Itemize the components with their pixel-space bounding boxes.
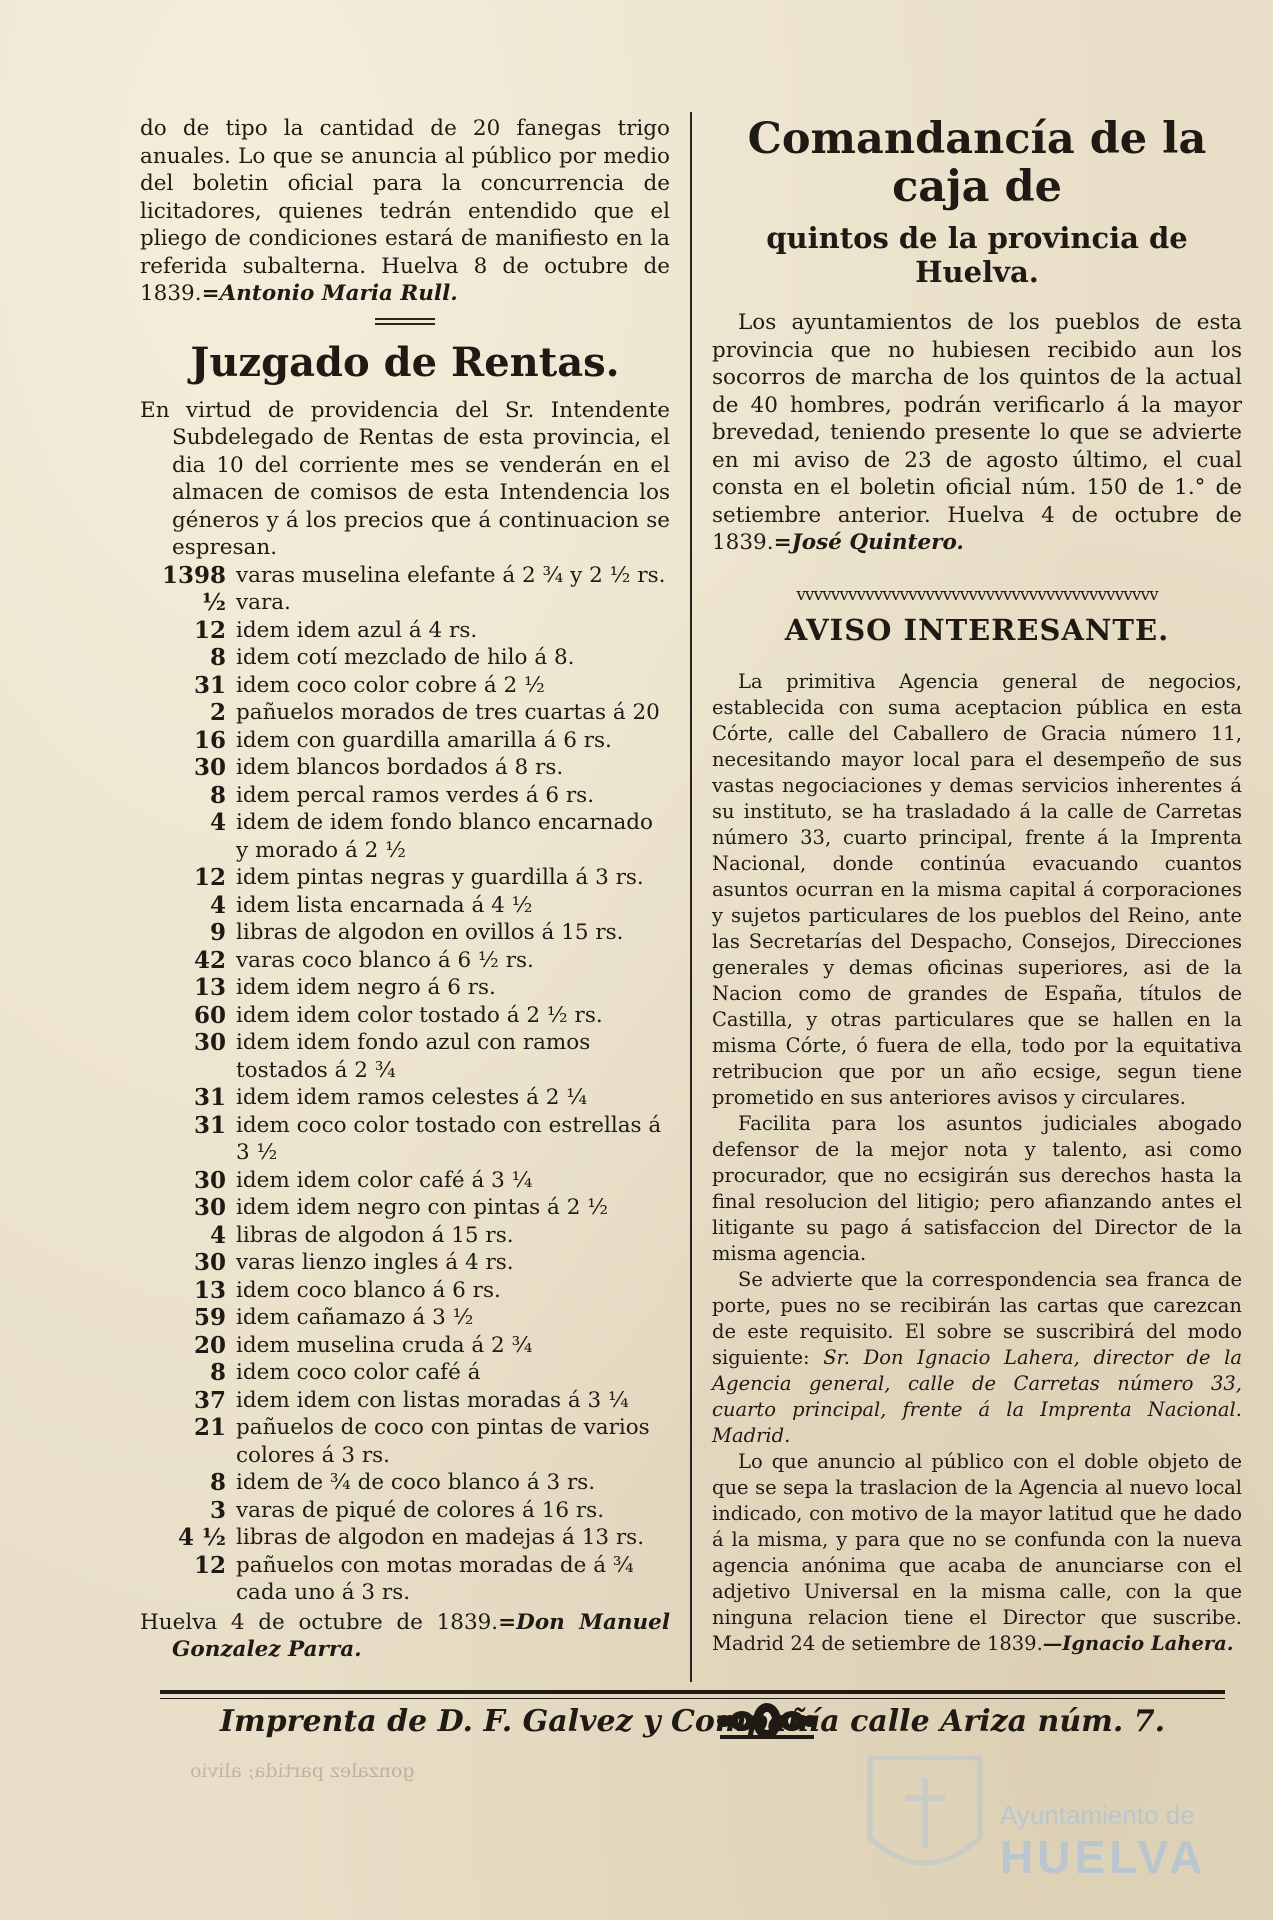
watermark-text-line1: Ayuntamiento de (1000, 1800, 1195, 1830)
goods-description: idem coco color café á (236, 1360, 481, 1385)
comandancia-signature: =José Quintero. (773, 530, 964, 555)
goods-item (140, 1524, 670, 1552)
goods-description: idem idem ramos celestes á 2 ¼ (236, 1085, 588, 1110)
goods-quantity: 30 (193, 1249, 226, 1276)
goods-item (140, 1359, 670, 1387)
goods-quantity: 12 (193, 1551, 226, 1579)
goods-description: idem idem con listas moradas á 3 ¼ (236, 1387, 629, 1413)
left-top-signature: =Antonio Maria Rull. (201, 281, 458, 306)
goods-item (140, 1029, 670, 1084)
goods-item (140, 1002, 670, 1030)
goods-item (140, 617, 670, 645)
goods-quantity: 4 ½ (178, 1524, 226, 1551)
goods-item (140, 1222, 670, 1250)
goods-description: idem de ¾ de coco blanco á 3 rs. (236, 1470, 596, 1495)
goods-description: idem idem fondo azul con ramos tostados á 2 ¾ (236, 1030, 591, 1083)
goods-quantity: 31 (193, 1111, 226, 1139)
goods-description: idem percal ramos verdes á 6 rs. (236, 782, 595, 808)
goods-description: idem idem color tostado á 2 ½ rs. (236, 1002, 603, 1028)
goods-description: idem cañamazo á 3 ½ (236, 1305, 474, 1330)
goods-quantity: 20 (193, 1331, 226, 1359)
goods-quantity: 8 (209, 1469, 226, 1496)
goods-quantity: 8 (209, 781, 226, 809)
goods-item (140, 1277, 670, 1305)
goods-item (140, 919, 670, 947)
ornamental-divider: vvvvvvvvvvvvvvvvvvvvvvvvvvvvvvvvvvvvvvvvvv (796, 584, 1158, 605)
juzgado-signature: =Don Manuel Gonzalez Parra. (172, 1609, 670, 1662)
goods-item (140, 1332, 670, 1360)
goods-item (140, 562, 670, 617)
goods-quantity: 12 (193, 616, 226, 644)
goods-description: pañuelos con motas moradas de á ¾ cada uno á 3 rs. (236, 1552, 634, 1605)
goods-quantity: 4 (209, 809, 226, 836)
footer-rule (160, 1690, 1225, 1694)
goods-quantity: 8 (209, 644, 226, 671)
goods-item (140, 1167, 670, 1195)
goods-quantity: 9 (209, 919, 226, 946)
aviso-address: Sr. Don Ignacio Lahera, director de la Agencia general, calle de Carretas número 33, cuarto principal, frente á la Imprenta Nacional. Madrid. (712, 1345, 1242, 1447)
column-divider (690, 112, 692, 1682)
goods-description: varas muselina elefante á 2 ¾ y 2 ½ rs. vara. (236, 562, 666, 615)
goods-item (140, 1469, 670, 1497)
goods-item (140, 1112, 670, 1167)
aviso-paragraph-4: Lo que anuncio al público con el doble objeto de que se sepa la traslacion de la Agencia al nuevo local indicado, con motivo de la mayor latitud que he dado á la misma, y para que no se confunda con la nueva agencia anónima que acaba de anunciarse con el adjetivo Universal en la misma calle, con la que ninguna relacion tiene el Director que suscribe. Madrid 24 de setiembre de 1839.—Ignacio Lahera. (712, 1449, 1242, 1655)
goods-quantity: 21 (193, 1414, 226, 1441)
goods-description: libras de algodon en ovillos á 15 rs. (236, 920, 624, 945)
printer-footer: Imprenta de D. F. Galvez y Compañía calle Ariza núm. 7. (219, 1704, 1166, 1739)
goods-description: idem coco blanco á 6 rs. (236, 1277, 501, 1303)
goods-description: idem idem color café á 3 ¼ (236, 1167, 533, 1193)
goods-quantity: 30 (193, 1029, 226, 1056)
goods-item (140, 754, 670, 782)
show-through-text: gonzalez partida; alivio (190, 1760, 415, 1782)
goods-quantity: 31 (193, 1084, 226, 1111)
goods-item (140, 1249, 670, 1277)
goods-item (140, 644, 670, 672)
goods-item (140, 974, 670, 1002)
goods-item (140, 672, 670, 700)
goods-description: idem lista encarnada á 4 ½ (236, 892, 533, 918)
goods-item (140, 809, 670, 864)
goods-quantity: 1398 ½ (161, 561, 226, 616)
goods-item (140, 864, 670, 892)
goods-item (140, 1084, 670, 1112)
goods-item (140, 1304, 670, 1332)
goods-quantity: 59 (193, 1304, 226, 1331)
goods-item (140, 1552, 670, 1607)
goods-item (140, 1387, 670, 1415)
left-top-paragraph: do de tipo la cantidad de 20 fanegas trigo anuales. Lo que se anuncia al público por medio del boletin oficial para la concurrencia de licitadores, quienes tedrán entendido que el pliego de condiciones estará de manifiesto en la referida subalterna. Huelva 8 de octubre de 1839.=Antonio Maria Rull. (140, 116, 670, 306)
goods-item (140, 1414, 670, 1469)
juzgado-closing: Huelva 4 de octubre de 1839.=Don Manuel Gonzalez Parra. (140, 1609, 670, 1662)
goods-quantity: 31 (193, 671, 226, 699)
goods-description: idem idem negro á 6 rs. (236, 975, 496, 1000)
section-rule (375, 318, 435, 325)
goods-quantity: 42 (193, 946, 226, 974)
goods-item (140, 699, 670, 727)
aviso-paragraph-2: Facilita para los asuntos judiciales abogado defensor de la mejor nota y talento, asi como procurador, que no ecsigirán sus derechos hasta la final resolucion del litigio; pero afianzando antes el litigante su pago á satisfaccion del Director de la misma agencia. (712, 1111, 1242, 1265)
goods-quantity: 60 (193, 1001, 226, 1029)
goods-quantity: 16 (193, 726, 226, 754)
aviso-paragraph-3: Se advierte que la correspondencia sea franca de porte, pues no se recibirán las cartas que carezcan de este requisito. El sobre se suscribirá del modo siguiente: Sr. Don Ignacio Lahera, director de la Agencia general, calle de Carretas número 33, cuarto principal, frente á la Imprenta Nacional. Madrid. (712, 1267, 1242, 1447)
goods-item (140, 947, 670, 975)
goods-description: varas de piqué de colores á 16 rs. (236, 1497, 605, 1523)
goods-description: idem idem azul á 4 rs. (236, 617, 478, 643)
juzgado-title: Juzgado de Rentas. (190, 338, 620, 386)
goods-description: pañuelos de coco con pintas de varios colores á 3 rs. (236, 1415, 650, 1468)
goods-quantity: 30 (193, 754, 226, 781)
goods-item (140, 892, 670, 920)
goods-quantity: 8 (209, 1359, 226, 1386)
goods-description: libras de algodon en madejas á 13 rs. (236, 1525, 645, 1550)
goods-item (140, 1194, 670, 1222)
aviso-signature: —Ignacio Lahera. (1042, 1631, 1234, 1655)
goods-description: pañuelos morados de tres cuartas á 20 (236, 700, 660, 725)
goods-description: varas coco blanco á 6 ½ rs. (236, 947, 534, 973)
goods-description: idem cotí mezclado de hilo á 8. (236, 645, 575, 670)
goods-item (140, 782, 670, 810)
goods-description: libras de algodon á 15 rs. (236, 1222, 514, 1248)
goods-description: idem muselina cruda á 2 ¾ (236, 1332, 533, 1358)
juzgado-intro: En virtud de providencia del Sr. Intendente Subdelegado de Rentas de esta provincia, el dia 10 del corriente mes se venderán en el almacen de comisos de esta Intendencia los géneros y á los precios que á continuacion se espresan. (140, 397, 670, 560)
goods-quantity: 13 (193, 974, 226, 1001)
goods-description: idem coco color cobre á 2 ½ (236, 672, 545, 698)
right-column (712, 115, 1242, 1751)
aviso-paragraph-1: La primitiva Agencia general de negocios, establecida con suma aceptacion pública en esta Córte, calle del Caballero de Gracia número 11, necesitando mayor local para el desempeño de sus vastas negociaciones y demas servicios inherentes á su instituto, se ha trasladado á la calle de Carretas número 33, cuarto principal, frente á la Imprenta Nacional, donde continúa evacuando cuantos asuntos ocurran en la misma capital á corporaciones y sujetos particulares de los pueblos del Reino, ante las Secretarías del Despacho, Consejos, Direcciones generales y demas oficinas superiores, asi de la Nacion como de grandes de España, títulos de Castilla, y otras particulares que se hallen en la misma Córte, ó fuera de ella, todo por la equitativa retribucion que por un año ecsige, segun tiene prometido en sus anteriores avisos y circulares. (712, 669, 1242, 1109)
goods-item (140, 1497, 670, 1525)
goods-item (140, 727, 670, 755)
aviso-title: AVISO INTERESANTE. (784, 612, 1170, 647)
goods-quantity: 30 (193, 1166, 226, 1194)
goods-description: idem de idem fondo blanco encarnado y morado á 2 ½ (236, 810, 653, 863)
goods-description: varas lienzo ingles á 4 rs. (236, 1250, 514, 1275)
goods-quantity: 4 (209, 1221, 226, 1249)
comandancia-subtitle: quintos de la provincia de Huelva. (766, 221, 1188, 289)
goods-description: idem idem negro con pintas á 2 ½ (236, 1195, 609, 1220)
goods-quantity: 3 (209, 1496, 226, 1524)
goods-quantity: 4 (209, 891, 226, 919)
goods-description: idem pintas negras y guardilla á 3 rs. (236, 865, 644, 890)
goods-quantity: 12 (193, 864, 226, 891)
left-column (140, 115, 670, 1664)
goods-quantity: 37 (193, 1386, 226, 1414)
goods-quantity: 30 (193, 1194, 226, 1221)
goods-description: idem coco color tostado con estrellas á 3 ½ (236, 1112, 662, 1165)
goods-quantity: 2 (209, 699, 226, 726)
goods-quantity: 13 (193, 1276, 226, 1304)
footer-rule-thin (160, 1698, 1225, 1699)
comandancia-paragraph: Los ayuntamientos de los pueblos de esta provincia que no hubiesen recibido aun los socorros de marcha de los quintos de la actual de 40 hombres, podrán verificarlo á la mayor brevedad, teniendo presente lo que se advierte en mi aviso de 23 de agosto último, el cual consta en el boletin oficial núm. 150 de 1.° de setiembre anterior. Huelva 4 de octubre de 1839.=José Quintero. (712, 310, 1242, 555)
comandancia-title: Comandancía de la caja de (747, 114, 1207, 212)
goods-list (140, 562, 670, 1607)
goods-description: idem blancos bordados á 8 rs. (236, 755, 564, 780)
watermark-text-line2: HUELVA (1000, 1831, 1207, 1883)
goods-description: idem con guardilla amarilla á 6 rs. (236, 727, 612, 753)
